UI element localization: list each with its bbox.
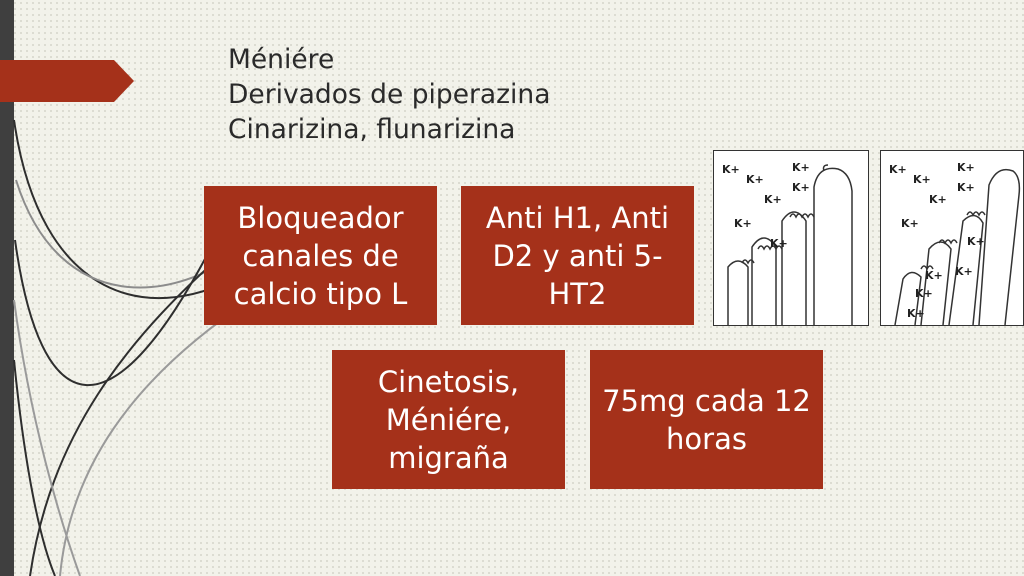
box-text: Cinetosis, Méniére, migraña (377, 364, 520, 475)
hair-cell-illustration-right (880, 150, 1024, 326)
k-ion-label: K+ (792, 181, 810, 194)
k-ion-label: K+ (764, 193, 782, 206)
box-indications (332, 350, 565, 489)
title-line-3: Cinarizina, flunarizina (228, 114, 516, 145)
k-ion-label: K+ (792, 161, 810, 174)
slide-title (228, 42, 550, 147)
k-ion-label: K+ (925, 269, 943, 282)
hair-cell-illustration-left (713, 150, 869, 326)
k-ion-label: K+ (929, 193, 947, 206)
box-antihistamine (461, 186, 694, 325)
title-line-1: Méniére (228, 44, 335, 75)
k-ion-label: K+ (913, 173, 931, 186)
box-text: 75mg cada 12 horas (602, 383, 811, 456)
k-ion-label: K+ (967, 235, 985, 248)
k-ion-label: K+ (722, 163, 740, 176)
title-line-2: Derivados de piperazina (228, 79, 551, 110)
k-ion-label: K+ (746, 173, 764, 186)
k-ion-label: K+ (955, 265, 973, 278)
k-ion-label: K+ (770, 237, 788, 250)
box-calcium-channel-blocker (204, 186, 437, 325)
box-text: Bloqueador canales de calcio tipo L (233, 200, 408, 311)
box-dosage (590, 350, 823, 489)
k-ion-label: K+ (957, 161, 975, 174)
k-ion-label: K+ (734, 217, 752, 230)
k-ion-label: K+ (901, 217, 919, 230)
box-text: Anti H1, Anti D2 y anti 5-HT2 (485, 200, 670, 311)
k-ion-label: K+ (915, 287, 933, 300)
k-ion-label: K+ (907, 307, 925, 320)
k-ion-label: K+ (957, 181, 975, 194)
k-ion-label: K+ (889, 163, 907, 176)
